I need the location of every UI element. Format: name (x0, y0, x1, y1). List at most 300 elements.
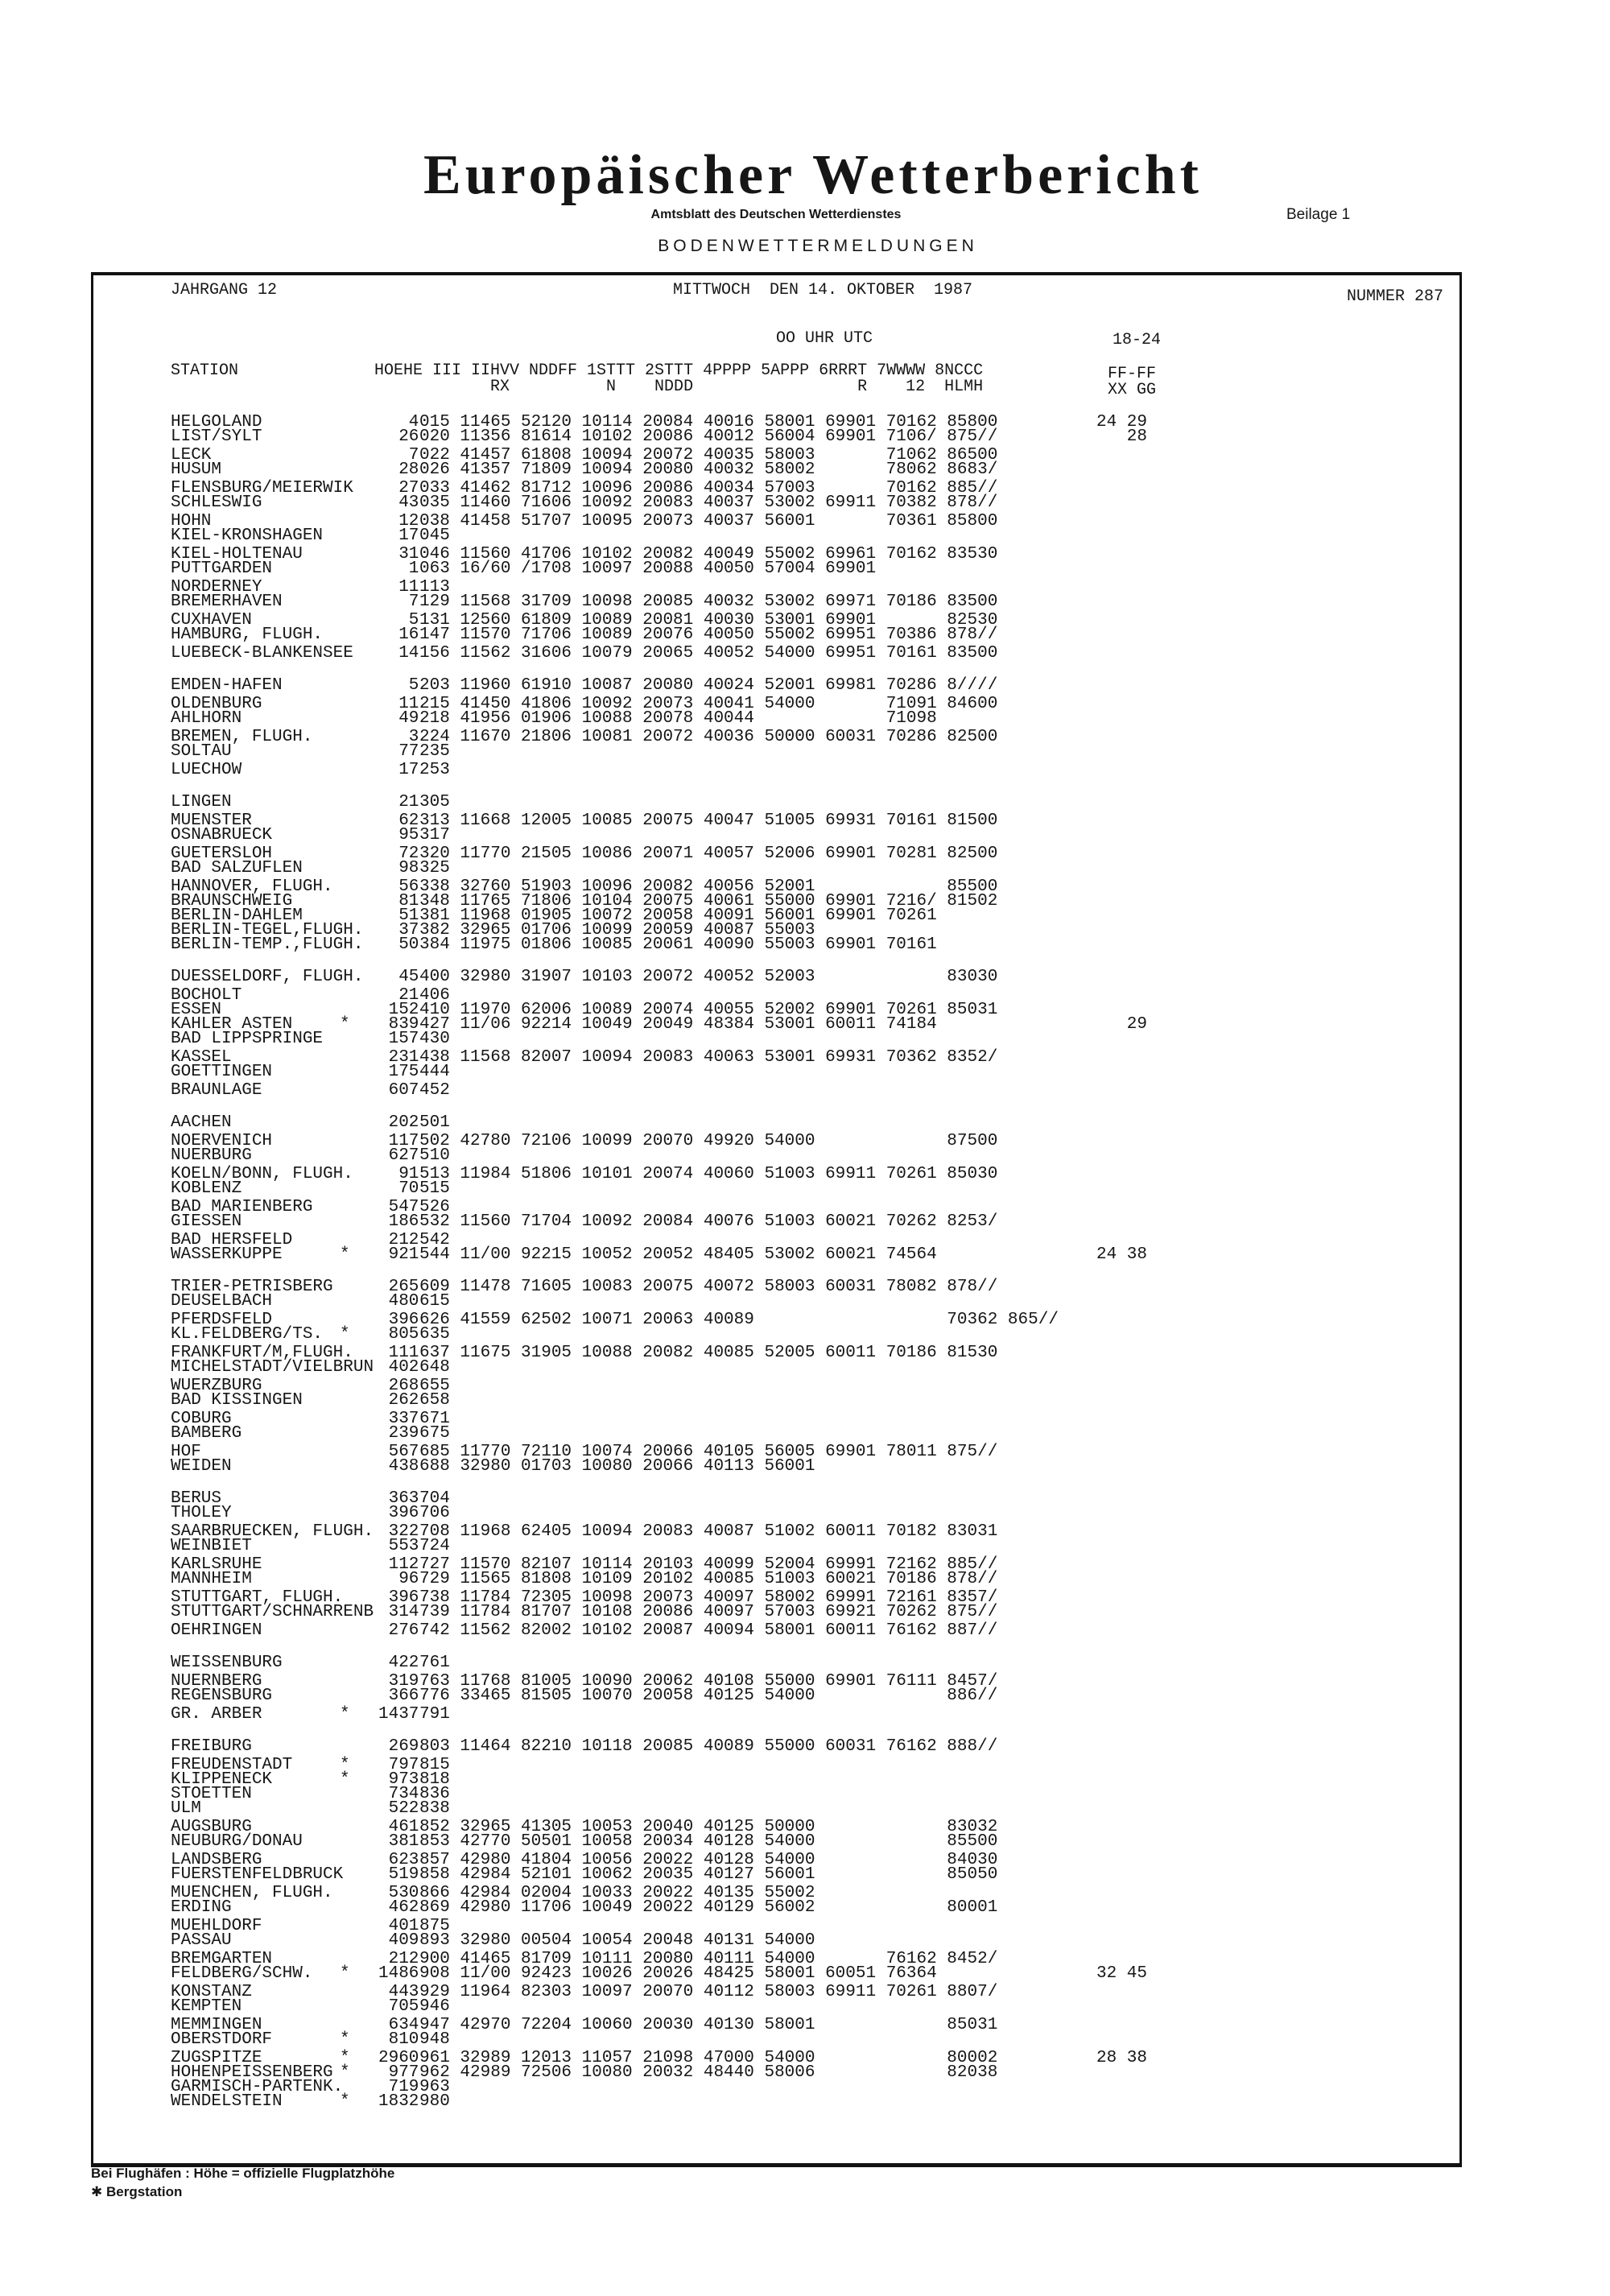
synop-codes: 688 32980 01703 10080 20066 40113 56001 (419, 1457, 815, 1476)
synop-codes: 729 11565 81808 10109 20102 40085 51003 60021 70186 878// (419, 1570, 998, 1588)
synop-codes: 838 (419, 1799, 450, 1818)
station-name: KLIPPENECK (171, 1770, 273, 1789)
station-name: WASSERKUPPE (171, 1245, 283, 1264)
synop-codes: 900 41465 81709 10111 20080 40111 54000 76162 8452/ (419, 1950, 998, 1968)
station-height: 438 (388, 1457, 419, 1476)
synop-codes: 045 (419, 527, 450, 545)
synop-codes: 875 (419, 1917, 450, 1935)
synop-codes: 544 11/00 92215 10052 20052 48405 53002 60021 74564 (419, 1245, 937, 1264)
synop-codes: 776 33465 81505 10070 20058 40125 54000 886// (419, 1687, 998, 1705)
station-name: BAD SALZUFLEN (171, 859, 303, 878)
station-name: DUESSELDORF, FLUGH. (171, 968, 364, 986)
gust-values: 32 45 (1096, 1964, 1148, 1983)
station-name: MICHELSTADT/VIELBRUN (171, 1358, 374, 1377)
station-height: 396 (388, 1311, 419, 1329)
volume-label: JAHRGANG 12 (171, 281, 278, 299)
station-name: BAD LIPPSPRINGE (171, 1030, 324, 1048)
synop-codes: 317 (419, 826, 450, 844)
station-height: 81 (398, 892, 419, 911)
station-name: GOETTINGEN (171, 1063, 273, 1081)
station-height: 269 (388, 1737, 419, 1756)
synop-codes: 742 11562 82002 10102 20087 40094 58001 60011 76162 887// (419, 1621, 998, 1640)
synop-codes: 427 11/06 92214 10049 20049 48384 53001 60011 74184 (419, 1015, 937, 1034)
station-height: 152 (388, 1001, 419, 1019)
synop-codes: 235 (419, 742, 450, 761)
station-name: BREMEN, FLUGH. (171, 728, 313, 746)
station-height: 11 (398, 578, 419, 597)
station-name: OLDENBURG (171, 695, 262, 713)
station-name: FREUDENSTADT (171, 1756, 293, 1774)
station-name: PASSAU (171, 1931, 232, 1950)
station-name: KOBLENZ (171, 1179, 242, 1198)
station-name: SOLTAU (171, 742, 232, 761)
station-height: 49 (398, 709, 419, 728)
mountain-station-marker: * (340, 1325, 350, 1344)
gust-values: 24 38 (1096, 1245, 1148, 1264)
station-name: MUEHLDORF (171, 1917, 262, 1935)
station-name: OSNABRUECK (171, 826, 273, 844)
station-height: 43 (398, 493, 419, 512)
station-name: BAD MARIENBERG (171, 1198, 313, 1216)
mountain-station-marker: * (340, 1756, 350, 1774)
synop-codes: 015 11465 52120 10114 20084 40016 58001 69901 70162 85800 (419, 413, 998, 432)
synop-codes: 022 41457 61808 10094 20072 40035 58003 71062 86500 (419, 446, 998, 465)
synop-codes: 382 32965 01706 10099 20059 40087 55003 (419, 921, 815, 939)
station-height: 314 (388, 1603, 419, 1621)
station-height: 363 (388, 1489, 419, 1508)
synop-codes: 438 11568 82007 10094 20083 40063 53001 69931 70362 8352/ (419, 1048, 998, 1067)
station-height: 31 (398, 545, 419, 564)
mountain-station-marker: * (340, 1770, 350, 1789)
station-height: 202 (388, 1113, 419, 1132)
station-name: MANNHEIM (171, 1570, 252, 1588)
station-name: GUETERSLOH (171, 844, 273, 863)
station-name: WEINBIET (171, 1537, 252, 1555)
station-height: 319 (388, 1672, 419, 1691)
station-name: FRANKFURT/M,FLUGH. (171, 1344, 353, 1362)
synop-codes: 648 (419, 1358, 450, 1377)
station-name: HOHENPEISSENBERG (171, 2063, 333, 2082)
station-height: 1 (408, 560, 419, 578)
synop-codes: 908 11/00 92423 10026 20026 48425 58001 60051 76364 (419, 1964, 937, 1983)
gust-values: 29 (1096, 1015, 1148, 1034)
station-name: NUERNBERG (171, 1672, 262, 1691)
station-name: MEMMINGEN (171, 2016, 262, 2034)
synop-codes: 515 (419, 1179, 450, 1198)
synop-codes: 033 41462 81712 10096 20086 40034 57003 70162 885// (419, 479, 998, 498)
station-name: CUXHAVEN (171, 611, 252, 630)
synop-codes: 818 (419, 1770, 450, 1789)
station-height: 973 (388, 1770, 419, 1789)
synop-codes: 320 11770 21505 10086 20071 40057 52006 69901 70281 82500 (419, 844, 998, 863)
station-height: 17 (398, 761, 419, 779)
issue-number: NUMMER 287 (1347, 287, 1444, 306)
mountain-station-marker: * (340, 2049, 350, 2067)
station-name: KIEL-KRONSHAGEN (171, 527, 324, 545)
station-height: 3 (408, 728, 419, 746)
synop-codes: 156 11562 31606 10079 20065 40052 54000 69951 70161 83500 (419, 644, 998, 663)
station-height: 262 (388, 1391, 419, 1410)
synop-codes: 893 32980 00504 10054 20048 40131 54000 (419, 1931, 815, 1950)
synop-codes: 947 42970 72204 10060 20030 40130 58001 85031 (419, 2016, 998, 2034)
code-header-line1: HOEHE III IIHVV NDDFF 1STTT 2STTT 4PPPP 5APPP 6RRRT 7WWWW 8NCCC (374, 361, 984, 380)
station-height: 98 (398, 859, 419, 878)
station-height: 443 (388, 1983, 419, 2001)
mountain-station-marker: * (340, 1705, 350, 1724)
synop-codes: 869 42980 11706 10049 20022 40129 56002 80001 (419, 1898, 998, 1917)
synop-codes: 675 (419, 1424, 450, 1443)
synop-codes: 791 (419, 1705, 450, 1724)
synop-codes: 948 (419, 2030, 450, 2049)
synop-codes: 038 41458 51707 10095 20073 40037 56001 70361 85800 (419, 512, 998, 531)
synop-codes: 542 (419, 1231, 450, 1249)
station-name: BAD KISSINGEN (171, 1391, 303, 1410)
station-name: TRIER-PETRISBERG (171, 1278, 333, 1296)
station-name: REGENSBURG (171, 1687, 273, 1705)
station-height: 921 (388, 1245, 419, 1264)
station-name: GARMISCH-PARTENK. (171, 2078, 344, 2096)
station-height: 977 (388, 2063, 419, 2082)
synop-codes: 853 42770 50501 10058 20034 40128 54000 85500 (419, 1832, 998, 1851)
gust-values: 24 29 (1096, 413, 1148, 432)
synop-codes: 526 (419, 1198, 450, 1216)
synop-codes: 980 (419, 2092, 450, 2111)
station-height: 797 (388, 1756, 419, 1774)
station-name: PUTTGARDEN (171, 560, 273, 578)
station-height: 396 (388, 1588, 419, 1607)
station-name: ESSEN (171, 1001, 222, 1019)
page-title: Europäischer Wetterbericht (423, 144, 1203, 206)
station-height: 462 (388, 1898, 419, 1917)
station-name: BERLIN-DAHLEM (171, 906, 303, 925)
station-name: BOCHOLT (171, 986, 242, 1005)
gust-header-line2: XX GG (1108, 381, 1157, 399)
synop-codes: 671 (419, 1410, 450, 1428)
station-height: 111 (388, 1344, 419, 1362)
station-height: 11 (398, 695, 419, 713)
station-name: BRAUNLAGE (171, 1081, 262, 1100)
station-height: 705 (388, 1997, 419, 2016)
station-height: 734 (388, 1785, 419, 1803)
synop-codes: 384 11975 01806 10085 20061 40090 55003 69901 70161 (419, 935, 937, 954)
station-height: 212 (388, 1950, 419, 1968)
station-height: 461 (388, 1818, 419, 1836)
station-name: SCHLESWIG (171, 493, 262, 512)
station-height: 337 (388, 1410, 419, 1428)
synop-codes: 763 11768 81005 10090 20062 40108 55000 69901 76111 8457/ (419, 1672, 998, 1691)
station-name: KONSTANZ (171, 1983, 252, 2001)
station-height: 112 (388, 1555, 419, 1574)
synop-codes: 532 11560 71704 10092 20084 40076 51003 60021 70262 8253/ (419, 1212, 998, 1231)
station-height: 77 (398, 742, 419, 761)
synop-codes: 218 41956 01906 10088 20078 40044 71098 (419, 709, 937, 728)
station-height: 70 (398, 1179, 419, 1198)
station-height: 7 (408, 446, 419, 465)
station-height: 839 (388, 1015, 419, 1034)
observation-time: OO UHR UTC (776, 329, 873, 348)
station-height: 239 (388, 1424, 419, 1443)
synop-codes: 224 11670 21806 10081 20072 40036 50000 60031 70286 82500 (419, 728, 998, 746)
station-name: BERLIN-TEMP.,FLUGH. (171, 935, 364, 954)
station-height: 16 (398, 626, 419, 644)
station-name: FUERSTENFELDBRUCK (171, 1865, 344, 1884)
station-name: OBERSTDORF (171, 2030, 273, 2049)
synop-codes: 706 (419, 1504, 450, 1522)
synop-codes: 635 (419, 1325, 450, 1344)
station-height: 62 (398, 811, 419, 830)
station-name: WEISSENBURG (171, 1654, 283, 1672)
synop-codes: 962 42989 72506 10080 20032 48440 58006 82038 (419, 2063, 998, 2082)
synop-codes: 724 (419, 1537, 450, 1555)
station-name: SAARBRUECKEN, FLUGH. (171, 1522, 374, 1541)
station-height: 95 (398, 826, 419, 844)
synop-codes: 381 11968 01905 10072 20058 40091 56001 69901 70261 (419, 906, 937, 925)
station-height: 422 (388, 1654, 419, 1672)
synop-codes: 685 11770 72110 10074 20066 40105 56005 69901 78011 875// (419, 1443, 998, 1461)
station-height: 5 (408, 676, 419, 695)
station-name: WUERZBURG (171, 1377, 262, 1395)
mountain-station-marker: * (340, 2092, 350, 2111)
gust-header-line1: FF-FF (1108, 365, 1157, 383)
station-name: ZUGSPITZE (171, 2049, 262, 2067)
synop-codes: 704 (419, 1489, 450, 1508)
synop-codes: 113 (419, 578, 450, 597)
station-height: 91 (398, 1165, 419, 1183)
station-height: 553 (388, 1537, 419, 1555)
station-name: HAMBURG, FLUGH. (171, 626, 324, 644)
station-name: STUTTGART, FLUGH. (171, 1588, 344, 1607)
station-name: HELGOLAND (171, 413, 262, 432)
station-name: BERLIN-TEGEL,FLUGH. (171, 921, 364, 939)
station-name: WENDELSTEIN (171, 2092, 283, 2111)
station-height: 26 (398, 427, 419, 446)
station-height: 805 (388, 1325, 419, 1344)
station-name: STUTTGART/SCHNARRENB (171, 1603, 374, 1621)
synop-codes: 400 32980 31907 10103 20072 40052 52003 83030 (419, 968, 998, 986)
station-height: 480 (388, 1292, 419, 1311)
station-height: 268 (388, 1377, 419, 1395)
station-height: 56 (398, 878, 419, 896)
station-name: THOLEY (171, 1504, 232, 1522)
station-name: WEIDEN (171, 1457, 232, 1476)
synop-codes: 615 (419, 1292, 450, 1311)
synop-codes: 452 (419, 1081, 450, 1100)
synop-codes: 348 11765 71806 10104 20075 40061 55000 69901 7216/ 81502 (419, 892, 998, 911)
synop-codes: 738 11784 72305 10098 20073 40097 58002 69991 72161 8357/ (419, 1588, 998, 1607)
station-height: 366 (388, 1687, 419, 1705)
station-name: FREIBURG (171, 1737, 252, 1756)
station-name: BAMBERG (171, 1424, 242, 1443)
synop-codes: 739 11784 81707 10108 20086 40097 57003 69921 70262 875// (419, 1603, 998, 1621)
synop-codes: 961 32989 12013 11057 21098 47000 54000 80002 (419, 2049, 998, 2067)
synop-codes: 946 (419, 1997, 450, 2016)
synop-codes: 305 (419, 793, 450, 811)
station-name: COBURG (171, 1410, 232, 1428)
synop-codes: 035 11460 71606 10092 20083 40037 53002 69911 70382 878// (419, 493, 998, 512)
station-height: 117 (388, 1132, 419, 1150)
synop-codes: 444 (419, 1063, 450, 1081)
synop-codes: 203 11960 61910 10087 20080 40024 52001 69981 70286 8//// (419, 676, 998, 695)
synop-codes: 063 16/60 /1708 10097 20088 40050 57004 69901 (419, 560, 877, 578)
station-name: LUECHOW (171, 761, 242, 779)
station-height: 21 (398, 793, 419, 811)
station-name: AUGSBURG (171, 1818, 252, 1836)
synop-codes: 708 11968 62405 10094 20083 40087 51002 60011 70182 83031 (419, 1522, 998, 1541)
synop-codes: 609 11478 71605 10083 20075 40072 58003 60031 78082 878// (419, 1278, 998, 1296)
mountain-station-marker: * (340, 2063, 350, 2082)
station-height: 5 (408, 611, 419, 630)
station-height: 627 (388, 1146, 419, 1165)
station-height: 231 (388, 1048, 419, 1067)
station-name: STOETTEN (171, 1785, 252, 1803)
station-name: HUSUM (171, 460, 222, 479)
station-height: 530 (388, 1884, 419, 1902)
station-height: 2960 (378, 2049, 419, 2067)
station-name: LUEBECK-BLANKENSEE (171, 644, 353, 663)
station-name: NORDERNEY (171, 578, 262, 597)
station-header: STATION (171, 361, 239, 380)
supplement-label: Beilage 1 (1286, 206, 1351, 223)
synop-codes: 325 (419, 859, 450, 878)
synop-codes: 215 41450 41806 10092 20073 40041 54000 71091 84600 (419, 695, 998, 713)
station-name: KAHLER ASTEN (171, 1015, 293, 1034)
station-name: MUENCHEN, FLUGH. (171, 1884, 333, 1902)
gust-values: 28 (1096, 427, 1148, 446)
synop-codes: 026 41357 71809 10094 20080 40032 58002 78062 8683/ (419, 460, 998, 479)
station-name: BERUS (171, 1489, 222, 1508)
station-height: 1437 (378, 1705, 419, 1724)
section-title: BODENWETTERMELDUNGEN (658, 237, 978, 255)
station-name: EMDEN-HAFEN (171, 676, 283, 695)
mountain-station-marker: * (340, 1245, 350, 1264)
report-date: MITTWOCH DEN 14. OKTOBER 1987 (673, 281, 973, 299)
station-name: MUENSTER (171, 811, 252, 830)
station-height: 21 (398, 986, 419, 1005)
station-height: 409 (388, 1931, 419, 1950)
station-height: 27 (398, 479, 419, 498)
synop-codes: 857 42980 41804 10056 20022 40128 54000 84030 (419, 1851, 998, 1869)
station-height: 17 (398, 527, 419, 545)
synop-codes: 929 11964 82303 10097 20070 40112 58003 69911 70261 8807/ (419, 1983, 998, 2001)
synop-codes: 253 (419, 761, 450, 779)
station-name: LANDSBERG (171, 1851, 262, 1869)
synop-codes: 815 (419, 1756, 450, 1774)
station-name: KEMPTEN (171, 1997, 242, 2016)
code-header-line2: RX N NDDD R 12 HLMH (374, 378, 984, 396)
station-name: PFERDSFELD (171, 1311, 273, 1329)
synop-codes: 963 (419, 2078, 450, 2096)
station-height: 186 (388, 1212, 419, 1231)
station-height: 634 (388, 2016, 419, 2034)
mountain-station-marker: * (340, 1015, 350, 1034)
station-height: 28 (398, 460, 419, 479)
synop-codes: 761 (419, 1654, 450, 1672)
synop-codes: 510 (419, 1146, 450, 1165)
station-height: 4 (408, 413, 419, 432)
synop-codes: 502 42780 72106 10099 20070 49920 54000 87500 (419, 1132, 998, 1150)
synop-codes: 866 42984 02004 10033 20022 40135 55002 (419, 1884, 815, 1902)
station-name: LECK (171, 446, 212, 465)
synop-codes: 410 11970 62006 10089 20074 40055 52002 69901 70261 85031 (419, 1001, 998, 1019)
synop-codes: 626 41559 62502 10071 20063 40089 70362 865// (419, 1311, 1059, 1329)
station-name: GIESSEN (171, 1212, 242, 1231)
mountain-station-marker: * (340, 1964, 350, 1983)
synop-codes: 046 11560 41706 10102 20082 40049 55002 69961 70162 83530 (419, 545, 998, 564)
station-height: 522 (388, 1799, 419, 1818)
station-name: FLENSBURG/MEIERWIK (171, 479, 353, 498)
station-name: BREMERHAVEN (171, 593, 283, 611)
station-height: 719 (388, 2078, 419, 2096)
station-height: 72 (398, 844, 419, 863)
station-name: KOELN/BONN, FLUGH. (171, 1165, 353, 1183)
station-name: ERDING (171, 1898, 232, 1917)
station-height: 547 (388, 1198, 419, 1216)
station-height: 276 (388, 1621, 419, 1640)
footnote-airport-height: Bei Flughäfen : Höhe = offizielle Flugplatzhöhe (91, 2166, 395, 2181)
station-height: 402 (388, 1358, 419, 1377)
synop-codes: 406 (419, 986, 450, 1005)
station-height: 810 (388, 2030, 419, 2049)
station-height: 175 (388, 1063, 419, 1081)
station-name: AACHEN (171, 1113, 232, 1132)
station-name: KL.FELDBERG/TS. (171, 1325, 324, 1344)
synop-codes: 655 (419, 1377, 450, 1395)
station-name: KASSEL (171, 1048, 232, 1067)
synop-codes: 803 11464 82210 10118 20085 40089 55000 60031 76162 888// (419, 1737, 998, 1756)
synop-codes: 727 11570 82107 10114 20103 40099 52004 69991 72162 885// (419, 1555, 998, 1574)
station-height: 50 (398, 935, 419, 954)
mountain-station-marker: * (340, 2030, 350, 2049)
station-height: 1486 (378, 1964, 419, 1983)
station-name: GR. ARBER (171, 1705, 262, 1724)
station-name: FELDBERG/SCHW. (171, 1964, 313, 1983)
station-height: 7 (408, 593, 419, 611)
station-height: 51 (398, 906, 419, 925)
station-name: NOERVENICH (171, 1132, 273, 1150)
station-height: 96 (398, 1570, 419, 1588)
footnote-mountain-station: ✱ Bergstation (91, 2184, 183, 2199)
station-height: 157 (388, 1030, 419, 1048)
station-height: 45 (398, 968, 419, 986)
station-name: NEUBURG/DONAU (171, 1832, 303, 1851)
synop-codes: 430 (419, 1030, 450, 1048)
station-name: BRAUNSCHWEIG (171, 892, 293, 911)
station-name: NUERBURG (171, 1146, 252, 1165)
station-name: OEHRINGEN (171, 1621, 262, 1640)
station-height: 322 (388, 1522, 419, 1541)
station-height: 265 (388, 1278, 419, 1296)
station-height: 623 (388, 1851, 419, 1869)
station-height: 396 (388, 1504, 419, 1522)
synop-codes: 313 11668 12005 10085 20075 40047 51005 69931 70161 81500 (419, 811, 998, 830)
station-height: 212 (388, 1231, 419, 1249)
synop-codes: 131 12560 61809 10089 20081 40030 53001 69901 82530 (419, 611, 998, 630)
station-name: KIEL-HOLTENAU (171, 545, 303, 564)
station-height: 37 (398, 921, 419, 939)
period-label: 18-24 (1113, 331, 1162, 349)
station-name: AHLHORN (171, 709, 242, 728)
synop-codes: 147 11570 71706 10089 20076 40050 55002 69951 70386 878// (419, 626, 998, 644)
station-name: HOF (171, 1443, 201, 1461)
synop-codes: 658 (419, 1391, 450, 1410)
synop-codes: 836 (419, 1785, 450, 1803)
gust-values: 28 38 (1096, 2049, 1148, 2067)
station-name: LINGEN (171, 793, 232, 811)
publisher-subtitle: Amtsblatt des Deutschen Wetterdienstes (650, 208, 902, 221)
station-name: ULM (171, 1799, 201, 1818)
synop-codes: 020 11356 81614 10102 20086 40012 56004 69901 7106/ 875// (419, 427, 998, 446)
synop-codes: 129 11568 31709 10098 20085 40032 53002 69971 70186 83500 (419, 593, 998, 611)
